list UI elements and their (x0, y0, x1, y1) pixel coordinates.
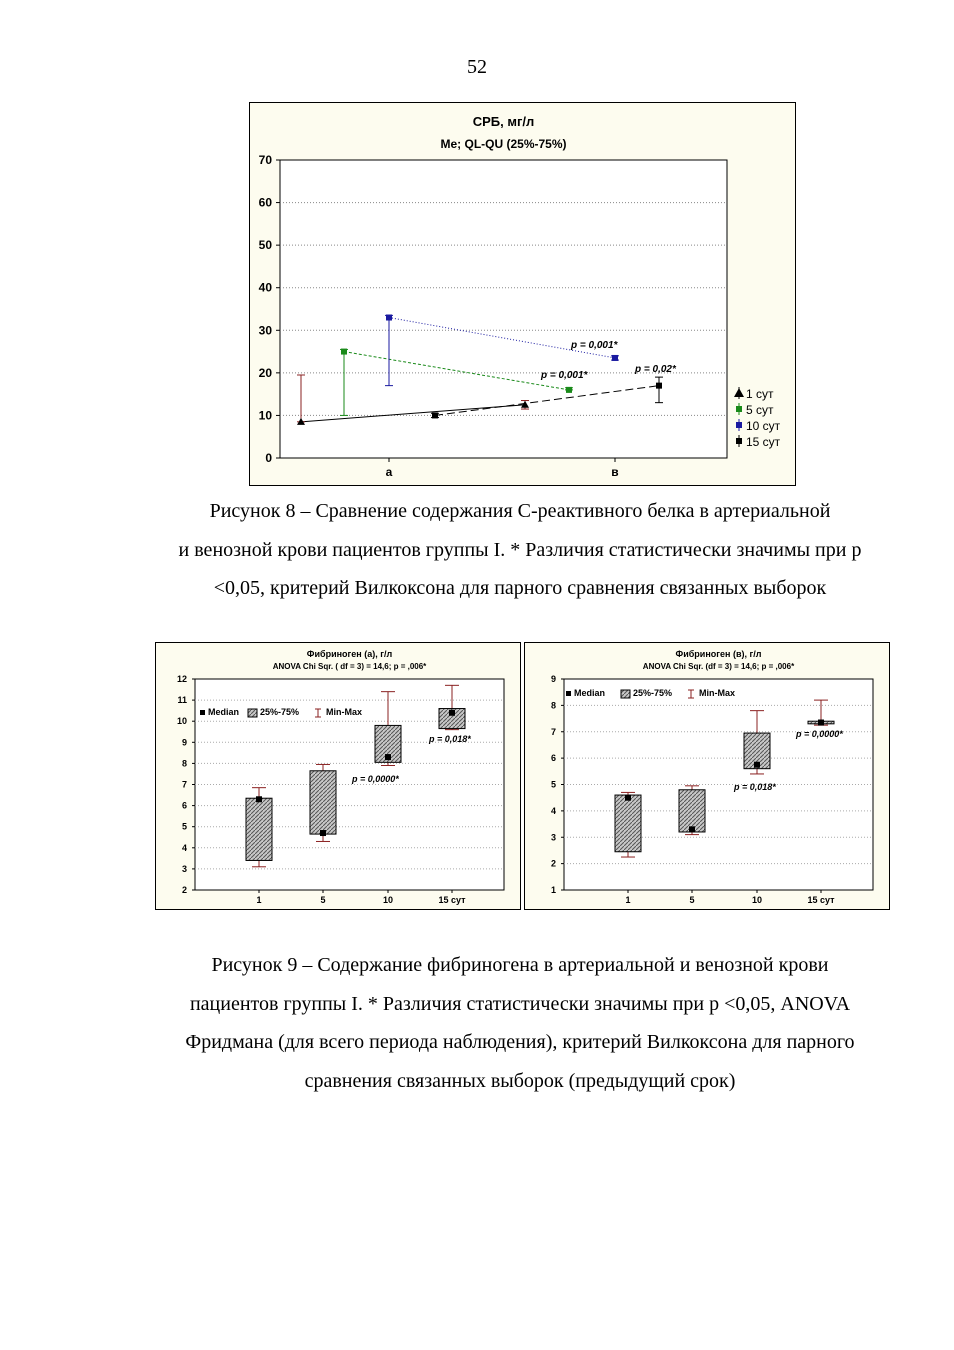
legend-label: Median (574, 688, 606, 698)
iqr-box (679, 790, 705, 832)
iqr-box (246, 798, 272, 860)
y-tick-label: 9 (550, 674, 556, 684)
y-tick-label: 1 (550, 885, 556, 895)
iqr-box (615, 795, 641, 852)
p-value-annotation: p = 0,0000* (796, 729, 843, 739)
x-tick-label: 1 (625, 895, 631, 905)
y-tick-label: 12 (176, 674, 187, 684)
legend-label: Median (208, 707, 240, 717)
legend-label: Min-Max (326, 707, 362, 717)
x-tick-label: 5 (320, 895, 326, 905)
fibrinogen-arterial-chart (155, 642, 521, 910)
y-tick-label: 10 (176, 716, 187, 727)
y-tick-label: 8 (181, 758, 187, 769)
x-tick-label: 5 (689, 895, 695, 905)
legend-label: 1 сут (746, 387, 774, 401)
y-tick-label: 4 (181, 842, 187, 853)
y-tick-label: 20 (258, 365, 272, 380)
y-tick-label: 70 (258, 153, 272, 167)
x-tick-label: в (611, 465, 619, 479)
crp-chart (249, 102, 796, 486)
fibrinogen-venous-chart (524, 642, 890, 910)
legend-label: 5 сут (746, 403, 774, 417)
data-point (386, 315, 392, 321)
plot-area (280, 160, 727, 458)
x-tick-label: а (385, 465, 393, 479)
y-tick-label: 40 (258, 280, 272, 295)
p-value-annotation: p = 0,02* (635, 364, 676, 375)
median-marker (256, 796, 262, 802)
data-point (432, 412, 438, 418)
y-tick-label: 11 (177, 695, 187, 706)
data-point (656, 383, 662, 389)
p-value-annotation: p = 0,001* (571, 340, 618, 351)
p-value-annotation: p = 0,001* (541, 370, 588, 381)
legend-median-marker (566, 691, 571, 696)
y-tick-label: 8 (550, 700, 556, 711)
legend-label: 10 сут (746, 419, 781, 433)
median-marker (754, 762, 760, 768)
chart-subtitle: Me; QL-QU (25%-75%) (440, 137, 567, 151)
y-tick-label: 7 (550, 726, 556, 737)
y-tick-label: 0 (265, 451, 272, 465)
legend-label: 25%-75% (633, 688, 673, 698)
figure9-caption-line: Фридмана (для всего периода наблюдения), критерий Вилкоксона для парного (185, 1031, 855, 1053)
y-tick-label: 30 (258, 323, 272, 338)
y-tick-label: 7 (181, 779, 187, 790)
median-marker (385, 754, 391, 760)
legend-iqr-swatch (248, 709, 257, 717)
plot-area (564, 679, 873, 890)
y-tick-label: 3 (181, 863, 187, 874)
figure9-caption-line: пациентов группы I. * Различия статистически значимы при р <0,05, ANOVA (189, 992, 851, 1015)
median-marker (449, 710, 455, 716)
y-tick-label: 4 (550, 805, 556, 816)
x-tick-label: 10 (751, 895, 763, 905)
figure9-caption-line: Рисунок 9 – Содержание фибриногена в артериальной и венозной крови (211, 954, 829, 976)
legend-label: 15 сут (746, 435, 781, 449)
legend-marker (736, 406, 742, 412)
median-marker (320, 830, 326, 836)
y-tick-label: 6 (550, 753, 556, 764)
legend-median-marker (200, 710, 205, 715)
figure9-caption-line: сравнения связанных выборок (предыдущий срок) (304, 1069, 736, 1092)
x-tick-label: 1 (256, 895, 262, 905)
median-marker (818, 720, 824, 726)
legend-marker (736, 438, 742, 444)
iqr-box (310, 771, 336, 834)
x-tick-label: 10 (382, 895, 394, 905)
y-tick-label: 3 (550, 832, 556, 843)
figure9-caption (120, 946, 920, 1100)
chart-title: Фибриноген (а), г/л (306, 649, 393, 659)
chart-subtitle: ANOVA Chi Sqr. ( df = 3) = 14,6; p = ,006* (272, 662, 427, 671)
p-value-annotation: p = 0,0000* (352, 774, 399, 784)
legend-label: 25%-75% (260, 707, 300, 717)
p-value-annotation: p = 0,018* (429, 734, 471, 744)
data-point (341, 349, 347, 355)
legend-marker (736, 422, 742, 428)
y-tick-label: 60 (258, 195, 272, 210)
y-tick-label: 6 (181, 800, 187, 811)
chart-title: СРБ, мг/л (472, 114, 535, 129)
legend-iqr-swatch (621, 690, 630, 698)
y-tick-label: 9 (181, 737, 187, 748)
figure8-caption-line: <0,05, критерий Вилкоксона для парного сравнения связанных выборок (213, 577, 827, 599)
figure8-caption (120, 492, 920, 608)
y-tick-label: 50 (258, 238, 272, 253)
median-marker (625, 795, 631, 801)
chart-subtitle: ANOVA Chi Sqr. (df = 3) = 14,6; p = ,006* (642, 662, 795, 671)
median-marker (689, 826, 695, 832)
y-tick-label: 2 (550, 858, 556, 869)
page-number: 52 (467, 56, 487, 78)
data-point (612, 355, 618, 361)
x-tick-label: 15 сут (438, 895, 466, 905)
chart-title: Фибриноген (в), г/л (675, 649, 762, 659)
legend-label: Min-Max (699, 688, 735, 698)
p-value-annotation: p = 0,018* (734, 782, 776, 792)
data-point (566, 387, 572, 393)
figure8-caption-line: и венозной крови пациентов группы I. * Различия статистически значимы при р (178, 538, 862, 561)
y-tick-label: 5 (181, 821, 187, 832)
y-tick-label: 5 (550, 779, 556, 790)
figure8-caption-line: Рисунок 8 – Сравнение содержания С-реактивного белка в артериальной (209, 500, 831, 522)
y-tick-label: 10 (258, 408, 272, 423)
y-tick-label: 2 (181, 885, 187, 895)
x-tick-label: 15 сут (807, 895, 835, 905)
